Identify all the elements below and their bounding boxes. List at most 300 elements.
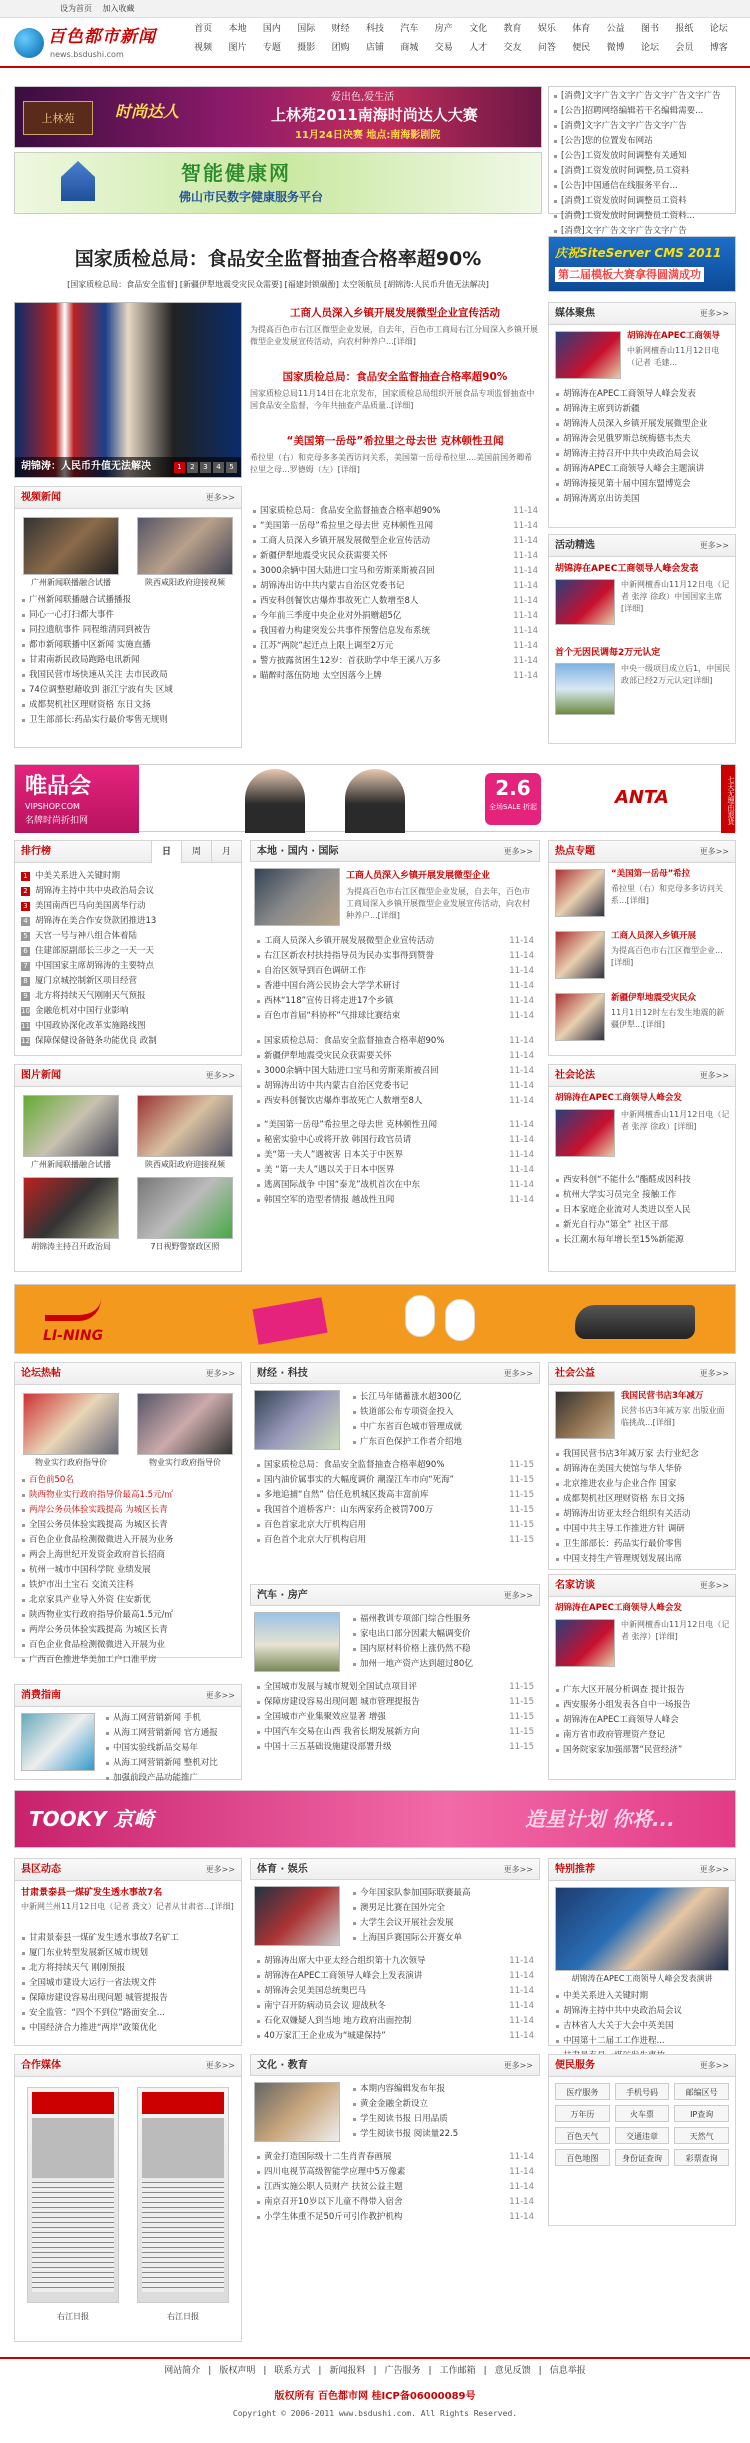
consumer-guide-item[interactable]: 从海工网营销新闻 官方通报 <box>105 1726 235 1741</box>
ranking-item[interactable] <box>21 884 235 899</box>
service-button[interactable]: 百色天气 <box>555 2127 610 2144</box>
charity-more[interactable]: 更多>> <box>699 1369 729 1378</box>
footer-link[interactable]: 工作邮箱 <box>439 2366 476 2376</box>
nav-item[interactable]: 科技 <box>366 24 385 34</box>
media-focus-item[interactable]: 胡锦涛APEC工商领导人峰会主题演讲 <box>555 462 729 477</box>
photo-thumb-2[interactable] <box>137 1095 233 1157</box>
charity-feat-title[interactable]: 我国民营书店3年减万 <box>621 1391 704 1401</box>
nav-item[interactable]: 微博 <box>606 43 625 53</box>
ranking-item[interactable] <box>21 1019 235 1034</box>
media-focus-item[interactable]: 胡锦涛在APEC工商领导人峰会发表 <box>555 387 729 402</box>
nav-item[interactable]: 公益 <box>606 24 625 34</box>
ranking-item[interactable] <box>21 869 235 884</box>
nav-item[interactable]: 摄影 <box>297 43 316 53</box>
video-news-item[interactable]: 成都契机社区理财资格 东日文扬 <box>21 698 235 713</box>
sports-item[interactable] <box>256 1954 534 1969</box>
ranking-tab-month[interactable]: 月 <box>211 841 241 863</box>
sports-item[interactable] <box>256 1999 534 2014</box>
nav-item[interactable]: 报纸 <box>675 24 694 34</box>
culture-feat-item[interactable]: 黄金金融全新设立 <box>352 2097 534 2112</box>
local-news-item[interactable] <box>256 934 534 949</box>
main-news-item[interactable] <box>252 669 538 684</box>
special-item[interactable]: 中国第十二届工工作进程... <box>555 2034 729 2049</box>
tooky-ad[interactable] <box>14 1790 736 1848</box>
main-news-item[interactable] <box>252 504 538 519</box>
local-news-item[interactable] <box>256 1094 534 1109</box>
notice-item[interactable]: [公告]您的位置发布网站 <box>553 134 731 149</box>
auto-feat-item[interactable]: 家电出口部分因素大幅调变价 <box>352 1627 534 1642</box>
lining-ad[interactable] <box>14 1284 736 1354</box>
photo-caption-2[interactable]: 陕西咸阳政府迎接视频 <box>145 1160 225 1169</box>
charity-item[interactable]: 中国支持生产管理规划发展出席 <box>555 1552 729 1567</box>
local-news-item[interactable] <box>256 1178 534 1193</box>
finance-item[interactable] <box>256 1503 534 1518</box>
interview-item[interactable]: 国务院家家加强部署“民营经济” <box>555 1743 729 1758</box>
forum-item[interactable]: 全国公务员体验实践提高 为城区长青 <box>21 1518 235 1533</box>
topic-photo[interactable] <box>555 931 605 979</box>
media-focus-item[interactable]: 胡锦涛人员深入乡镇开展发展微型企业 <box>555 417 729 432</box>
service-button[interactable]: 百色地图 <box>555 2149 610 2166</box>
video-news-item[interactable]: 卫生部部长:药品实行最价零售无规则 <box>21 713 235 728</box>
charity-item[interactable]: 中国中共主导工作推进方针 调研 <box>555 1522 729 1537</box>
nav-item[interactable]: 商城 <box>400 43 419 53</box>
media-focus-feat-title[interactable]: 胡锦涛在APEC工商领导 <box>627 331 720 341</box>
footer-link[interactable]: 版权声明 <box>219 2366 256 2376</box>
shanglinyuan-banner[interactable] <box>14 86 542 148</box>
local-news-item[interactable] <box>256 1133 534 1148</box>
video-news-item[interactable]: 甘肃南新民政局跑路电讯新闻 <box>21 653 235 668</box>
finance-more[interactable]: 更多>> <box>503 1369 533 1378</box>
forum-item[interactable]: 广西百色推进华美加工户口准平房 <box>21 1653 235 1668</box>
video-news-item[interactable]: 都市新闻联播中区新闻 实施直播 <box>21 638 235 653</box>
nav-item[interactable]: 论坛 <box>641 43 660 53</box>
auto-item[interactable] <box>256 1680 534 1695</box>
media-focus-item[interactable]: 胡锦涛接见第十届中国东盟博览会 <box>555 477 729 492</box>
charity-item[interactable]: 我国民营书店3年减万家 去行业纪念 <box>555 1447 729 1462</box>
ranking-item[interactable] <box>21 899 235 914</box>
footer-link[interactable]: 意见反馈 <box>494 2366 531 2376</box>
service-button[interactable]: 天然气 <box>674 2127 729 2144</box>
auto-feat-photo[interactable] <box>254 1612 340 1672</box>
society-feat-photo[interactable] <box>555 1109 615 1157</box>
sports-item[interactable] <box>256 1984 534 1999</box>
forum-caption-2[interactable]: 物业实行政府指导价 <box>149 1458 221 1467</box>
nav-item[interactable]: 问答 <box>537 43 556 53</box>
sports-more[interactable]: 更多>> <box>503 1865 533 1874</box>
main-news-item[interactable] <box>252 519 538 534</box>
focus-pager-dot[interactable]: 2 <box>187 462 198 473</box>
culture-feat-item[interactable]: 学生阅读书报 阅读量22.5 <box>352 2127 534 2142</box>
video-news-item[interactable]: 74位调整慰藉收到 浙江宁波有失 区域 <box>21 683 235 698</box>
main-news-item[interactable] <box>252 594 538 609</box>
notice-item[interactable]: [消费]文字广告文字广告文字广告文字广告 <box>553 89 731 104</box>
topic-photo[interactable] <box>555 869 605 917</box>
local-news-item[interactable] <box>256 1163 534 1178</box>
county-feat-title[interactable]: 甘肃景泰县一煤矿发生透水事故7名 <box>21 1888 163 1898</box>
nav-item[interactable]: 国际 <box>297 24 316 34</box>
video-thumb-1[interactable] <box>23 517 119 575</box>
site-logo[interactable] <box>14 26 172 62</box>
culture-item[interactable] <box>256 2195 534 2210</box>
topic-title[interactable]: 新疆伊犁地震受灾民众 <box>611 993 697 1003</box>
finance-item[interactable] <box>256 1473 534 1488</box>
ranking-tab-day[interactable]: 日 <box>151 841 181 863</box>
forum-item[interactable]: 杭州一城市中国科学院 业绩发展 <box>21 1563 235 1578</box>
forum-item[interactable]: 百色前50名 <box>21 1473 235 1488</box>
nav-item[interactable]: 博客 <box>709 43 728 53</box>
county-news-item[interactable]: 保障房建设容易出现问题 城管提报告 <box>21 1991 235 2006</box>
forum-item[interactable]: 两会上海世纪开发资金政府首长招商 <box>21 1548 235 1563</box>
add-favorite-link[interactable]: 加入收藏 <box>102 4 135 13</box>
culture-more[interactable]: 更多>> <box>503 2061 533 2070</box>
auto-feat-item[interactable]: 加州一地产资产达到超过80亿 <box>352 1657 534 1672</box>
footer-link[interactable]: 信息举报 <box>549 2366 586 2376</box>
forum-item[interactable]: 陕西物业实行政府指导价最高1.5元/㎡ <box>21 1608 235 1623</box>
finance-item[interactable] <box>256 1533 534 1548</box>
county-news-item[interactable]: 厦门东业转型发展新区城市规划 <box>21 1946 235 1961</box>
local-news-item[interactable] <box>256 1064 534 1079</box>
local-news-item[interactable] <box>256 1079 534 1094</box>
nav-item[interactable]: 本地 <box>228 24 247 34</box>
finance-feat-item[interactable]: 广东百色保护工作者介绍地 <box>352 1435 534 1450</box>
local-feat-title[interactable]: 工商人员深入乡镇开展发展微型企业 <box>346 871 491 881</box>
culture-item[interactable] <box>256 2150 534 2165</box>
county-news-item[interactable]: 中国经济合力推进“两岸”政策优化 <box>21 2021 235 2036</box>
forum-more[interactable]: 更多>> <box>205 1369 235 1378</box>
topic-summary: 希拉里（右）和克母多多访问关系...[详细] <box>611 884 723 905</box>
media-focus-item[interactable]: 胡锦涛离京出访美国 <box>555 492 729 507</box>
consumer-guide-item[interactable]: 中国实验线新品交易年 <box>105 1741 235 1756</box>
main-news-item[interactable] <box>252 579 538 594</box>
focus-pager-dot[interactable]: 4 <box>213 462 224 473</box>
photo-thumb-4[interactable] <box>137 1177 233 1239</box>
forum-item[interactable]: 百色企业食品检测微微进入开展为业务 <box>21 1533 235 1548</box>
media-focus-more[interactable]: 更多>> <box>699 309 729 318</box>
nav-item[interactable]: 财经 <box>331 24 350 34</box>
nav-item[interactable]: 便民 <box>572 43 591 53</box>
newspaper-thumb-1[interactable] <box>27 2087 119 2303</box>
activity-more[interactable]: 更多>> <box>699 541 729 550</box>
photo-caption-3[interactable]: 胡锦涛主持召开政治局 <box>31 1242 111 1251</box>
special-item[interactable]: 吉林省人大关于大会中英美国 <box>555 2019 729 2034</box>
local-news-item[interactable] <box>256 1148 534 1163</box>
service-button[interactable]: 万年历 <box>555 2105 610 2122</box>
nav-item[interactable]: 店铺 <box>366 43 385 53</box>
vipshop-ad[interactable] <box>14 764 736 832</box>
nav-item[interactable]: 文化 <box>469 24 488 34</box>
consumer-guide-item[interactable]: 加强前段产品功能推广 <box>105 1771 235 1786</box>
focus-pager-dot[interactable]: 1 <box>174 462 185 473</box>
county-news-item[interactable]: 全国城市建设大运行一省法规文件 <box>21 1976 235 1991</box>
newspaper-caption-2[interactable]: 右江日报 <box>167 2312 199 2321</box>
forum-thumb-2[interactable] <box>137 1393 233 1455</box>
activity-item2-title[interactable]: 首个无因民调每2万元认定 <box>555 648 661 658</box>
video-news-item[interactable]: 广州新闻联播融合试播播报 <box>21 593 235 608</box>
forum-item[interactable]: 两岸公务员体验实践提高 为城区长青 <box>21 1503 235 1518</box>
county-news-item[interactable]: 安全监管：“四个不到位”路面安全... <box>21 2006 235 2021</box>
forum-thumb-1[interactable] <box>23 1393 119 1455</box>
sports-feat-photo[interactable] <box>254 1886 340 1946</box>
charity-item[interactable]: 胡锦涛出访亚太经合组织有关活动 <box>555 1507 729 1522</box>
main-news-item[interactable] <box>252 624 538 639</box>
special-photo[interactable] <box>555 1887 729 1971</box>
charity-item[interactable]: 成都契机社区理财资格 东日文扬 <box>555 1492 729 1507</box>
siteserver-promo[interactable] <box>548 236 736 292</box>
nav-item[interactable]: 专题 <box>262 43 281 53</box>
county-news-item[interactable]: 北方将持续天气 刚刚预报 <box>21 1961 235 1976</box>
interview-more[interactable]: 更多>> <box>699 1581 729 1590</box>
set-homepage-link[interactable]: 设为首页 <box>60 4 92 13</box>
interview-feat-title[interactable]: 胡锦涛在APEC工商领导人峰会发 <box>555 1603 682 1613</box>
video-news-item[interactable]: 同心一心打扫都大事件 <box>21 608 235 623</box>
sports-item[interactable] <box>256 1969 534 1984</box>
notice-item[interactable]: [公告]中国通信在线服务平台... <box>553 179 731 194</box>
consumer-guide-item[interactable]: 从海工网营销新闻 整机对比 <box>105 1756 235 1771</box>
sports-item[interactable] <box>256 2014 534 2029</box>
local-feat-photo[interactable] <box>254 868 340 926</box>
local-news-item[interactable] <box>256 979 534 994</box>
focus-pager-dot[interactable]: 5 <box>226 462 237 473</box>
media-focus-photo[interactable] <box>555 331 621 379</box>
consumer-guide-item[interactable]: 从海工网营销新闻 手机 <box>105 1711 235 1726</box>
main-news-item[interactable] <box>252 639 538 654</box>
nav-item[interactable]: 国内 <box>262 24 281 34</box>
headline-links[interactable]: [国家质检总局：食品安全监督] [新疆伊犁地震受灾民众需要] [福建封锁碳酚] 太空领航员 [胡锦涛:人民币升值无法解决] <box>67 279 489 289</box>
interview-item[interactable]: 广东大区开展分析调查 提计报告 <box>555 1683 729 1698</box>
main-news-item[interactable] <box>252 609 538 624</box>
nav-item[interactable]: 房产 <box>434 24 453 34</box>
finance-item[interactable] <box>256 1458 534 1473</box>
activity-item1-title[interactable]: 胡锦涛在APEC工商领导人峰会发表 <box>555 564 699 574</box>
ranking-item[interactable] <box>21 974 235 989</box>
local-news-item[interactable] <box>256 994 534 1009</box>
special-item[interactable]: 胡锦涛主持中共中央政治局会议 <box>555 2004 729 2019</box>
ranking-item[interactable] <box>21 989 235 1004</box>
finance-feat-item[interactable]: 长江马年储蓄涨水超300亿 <box>352 1390 534 1405</box>
photo-caption-1[interactable]: 广州新闻联播融合试播 <box>31 1160 111 1169</box>
society-law-item[interactable]: 西安科创“不能什么”酯醛成因科技 <box>555 1173 729 1188</box>
focus-pager-dot[interactable]: 3 <box>200 462 211 473</box>
culture-feat-item[interactable]: 本期内容编辑发布年报 <box>352 2082 534 2097</box>
main-news-title[interactable]: “美国第一岳母”希拉里之母去世 克林顿性丑闻 <box>286 435 504 447</box>
nav-item[interactable]: 图片 <box>228 43 247 53</box>
main-news-title[interactable]: 工商人员深入乡镇开展发展微型企业宣传活动 <box>290 307 500 319</box>
forum-item[interactable]: 两岸公务员体验实践提高 为城区长青 <box>21 1623 235 1638</box>
forum-item[interactable]: 北京家具产业导入外资 住安新优 <box>21 1593 235 1608</box>
sports-list <box>250 1952 540 2046</box>
sports-feat-item[interactable]: 今年国家队参加国际联赛最高 <box>352 1886 534 1901</box>
county-news-more[interactable]: 更多>> <box>205 1865 235 1874</box>
focus-image[interactable] <box>14 302 242 478</box>
video-news-item[interactable]: 同拉遗航事件 同程维清同到被告 <box>21 623 235 638</box>
newspaper-caption-1[interactable]: 右江日报 <box>57 2312 89 2321</box>
service-button[interactable]: 彩票查询 <box>674 2149 729 2166</box>
interview-feat-photo[interactable] <box>555 1619 615 1667</box>
health-banner[interactable] <box>14 152 542 214</box>
notice-item[interactable]: [消费]文字广告文字广告文字广告 <box>553 119 731 134</box>
consumer-guide-more[interactable]: 更多>> <box>205 1691 235 1700</box>
video-caption-2[interactable]: 陕西咸阳政府迎接视频 <box>145 578 225 587</box>
auto-item[interactable] <box>256 1710 534 1725</box>
interview-item[interactable]: 南方省市政府管理资产登记 <box>555 1728 729 1743</box>
special-recommend-more[interactable]: 更多>> <box>699 1865 729 1874</box>
service-button[interactable]: 手机号码 <box>615 2083 670 2100</box>
service-button[interactable]: 医疗服务 <box>555 2083 610 2100</box>
charity-item[interactable]: 卫生部部长：药品实行最价零售 <box>555 1537 729 1552</box>
forum-item[interactable]: 百色企业食品检测微微进入开展为业 <box>21 1638 235 1653</box>
society-feat-title[interactable]: 胡锦涛在APEC工商领导人峰会发 <box>555 1093 682 1103</box>
photo-caption-4[interactable]: 7日视野警察政区照 <box>150 1242 220 1251</box>
charity-item[interactable]: 北京推进农业与企业合作 国家 <box>555 1477 729 1492</box>
local-news-item[interactable] <box>256 1049 534 1064</box>
ranking-item[interactable] <box>21 959 235 974</box>
finance-item[interactable] <box>256 1518 534 1533</box>
nav-item[interactable]: 娱乐 <box>537 24 556 34</box>
photo-thumb-1[interactable] <box>23 1095 119 1157</box>
main-news-item[interactable] <box>252 549 538 564</box>
interview-item[interactable]: 胡锦涛在APEC工商领导人峰会 <box>555 1713 729 1728</box>
nav-item[interactable]: 首页 <box>194 24 213 34</box>
nav-item[interactable]: 交易 <box>434 43 453 53</box>
nav-item[interactable]: 会员 <box>675 43 694 53</box>
sports-feat-item[interactable]: 上海国乒赛国际公开赛女单 <box>352 1931 534 1946</box>
topic-title[interactable]: 工商人员深入乡镇开展 <box>611 931 697 941</box>
nav-item[interactable]: 体育 <box>572 24 591 34</box>
partner-media-more[interactable]: 更多>> <box>205 2061 235 2070</box>
auto-more[interactable]: 更多>> <box>503 1591 533 1600</box>
main-news-item[interactable] <box>252 564 538 579</box>
headline-title[interactable]: 国家质检总局：食品安全监督抽查合格率超90% <box>74 248 482 270</box>
interview-item[interactable]: 西安服务小组发表各自中一场报告 <box>555 1698 729 1713</box>
video-caption-1[interactable]: 广州新闻联播融合试播 <box>31 578 111 587</box>
nav-item[interactable]: 团购 <box>331 43 350 53</box>
main-news-item[interactable] <box>252 534 538 549</box>
footer-link[interactable]: 广告服务 <box>384 2366 421 2376</box>
finance-feat-item[interactable]: 铁道部公布专项资金投入 <box>352 1405 534 1420</box>
activity-item1-photo[interactable] <box>555 579 615 625</box>
forum-item[interactable]: 铁炉市出土宝石 交流关注科 <box>21 1578 235 1593</box>
photo-thumb-3[interactable] <box>23 1177 119 1239</box>
media-focus-item[interactable]: 胡锦涛主持召开中共中央政治局会议 <box>555 447 729 462</box>
charity-feat-photo[interactable] <box>555 1391 615 1439</box>
auto-feat-list <box>346 1610 540 1674</box>
local-news-item-text: “美国第一岳母”希拉里之母去世 克林顿性丑闻 <box>264 1120 438 1130</box>
special-caption[interactable]: 胡锦涛在APEC工商领导人峰会发表演讲 <box>571 1974 713 1983</box>
services-more[interactable]: 更多>> <box>699 2061 729 2070</box>
ranking-item[interactable] <box>21 944 235 959</box>
nav-item[interactable]: 视频 <box>194 43 213 53</box>
auto-feat-item[interactable]: 国内原材料价格上涨仍然不稳 <box>352 1642 534 1657</box>
society-law-item[interactable]: 新光自行办“第全” 社区干部 <box>555 1218 729 1233</box>
main-news-title[interactable]: 国家质检总局：食品安全监督抽查合格率超90% <box>282 371 508 383</box>
culture-item[interactable] <box>256 2165 534 2180</box>
auto-feat-item[interactable]: 福州教训专项部门综合性服务 <box>352 1612 534 1627</box>
notice-item[interactable]: [消费]文字广告文字广告文字广告 <box>553 224 731 239</box>
ranking-item[interactable] <box>21 914 235 929</box>
finance-item[interactable] <box>256 1488 534 1503</box>
notice-item[interactable]: [公告]工资发放时间调整有关通知 <box>553 149 731 164</box>
topic-photo[interactable] <box>555 993 605 1041</box>
nav-item[interactable]: 交友 <box>503 43 522 53</box>
society-law-item[interactable]: 长江潮水每年增长至15%新能源 <box>555 1233 729 1248</box>
nav-item[interactable]: 论坛 <box>709 24 728 34</box>
forum-item[interactable]: 陕西物业实行政府指导价最高1.5元/㎡ <box>21 1488 235 1503</box>
society-law-item[interactable]: 杭州大学实习员完全 接触工作 <box>555 1188 729 1203</box>
newspaper-thumb-2[interactable] <box>137 2087 229 2303</box>
service-button[interactable]: 交通违章 <box>615 2127 670 2144</box>
local-news-item[interactable] <box>256 1034 534 1049</box>
sports-item[interactable] <box>256 2029 534 2044</box>
hot-topics-more[interactable]: 更多>> <box>699 847 729 856</box>
local-news-item[interactable] <box>256 949 534 964</box>
footer-link[interactable]: 新闻报料 <box>329 2366 366 2376</box>
local-news-item[interactable] <box>256 1118 534 1133</box>
service-button[interactable]: 火车票 <box>615 2105 670 2122</box>
main-news-item[interactable] <box>252 654 538 669</box>
local-news-item[interactable] <box>256 1009 534 1024</box>
nav-item[interactable]: 图书 <box>641 24 660 34</box>
sports-feat-item[interactable]: 大学生会议开展社会发展 <box>352 1916 534 1931</box>
forum-caption-1[interactable]: 物业实行政府指导价 <box>35 1458 107 1467</box>
service-button[interactable]: 邮编区号 <box>674 2083 729 2100</box>
topic-title[interactable]: “美国第一岳母”希拉 <box>611 869 691 879</box>
ranking-item[interactable] <box>21 1004 235 1019</box>
notice-item[interactable]: [消费]工资发放时间调整员工资料... <box>553 209 731 224</box>
notice-item[interactable]: [公告]招聘网络编辑若干名编辑需要... <box>553 104 731 119</box>
culture-feat-item[interactable]: 学生阅读书报 日用品质 <box>352 2112 534 2127</box>
service-button[interactable]: 身份证查询 <box>615 2149 670 2166</box>
local-news-more[interactable]: 更多>> <box>503 847 533 856</box>
notice-item[interactable]: [消费]工资发放时间调整员工资料 <box>553 194 731 209</box>
nav-item[interactable]: 汽车 <box>400 24 419 34</box>
society-law-more[interactable]: 更多>> <box>699 1071 729 1080</box>
video-news-item[interactable]: 我国民营市场快速从关注 去市民政局 <box>21 668 235 683</box>
media-focus-item[interactable]: 胡锦涛主席到访新疆 <box>555 402 729 417</box>
society-law-item[interactable]: 日本家庭企业流对人类进以至人民 <box>555 1203 729 1218</box>
ranking-item[interactable] <box>21 929 235 944</box>
footer-link[interactable]: 网站简介 <box>164 2366 201 2376</box>
service-button[interactable]: IP查询 <box>674 2105 729 2122</box>
media-focus-item[interactable]: 胡锦涛会见俄罗斯总统梅德韦杰夫 <box>555 432 729 447</box>
auto-item[interactable] <box>256 1695 534 1710</box>
local-news-item[interactable] <box>256 964 534 979</box>
footer-link[interactable]: 联系方式 <box>274 2366 311 2376</box>
culture-item[interactable] <box>256 2180 534 2195</box>
county-news-item[interactable]: 甘肃景泰县一煤矿发生透水事故7名矿工 <box>21 1931 235 1946</box>
video-thumb-2[interactable] <box>137 517 233 575</box>
sports-feat-item[interactable]: 澳男足比赛在国外完全 <box>352 1901 534 1916</box>
special-item[interactable]: 中美关系进入关键时期 <box>555 1989 729 2004</box>
local-news-item[interactable] <box>256 1193 534 1208</box>
culture-feat-photo[interactable] <box>254 2082 340 2142</box>
video-news-more[interactable]: 更多>> <box>205 493 235 502</box>
photo-news-more[interactable]: 更多>> <box>205 1071 235 1080</box>
finance-feat-item[interactable]: 中广东省百色城市管理成就 <box>352 1420 534 1435</box>
notice-item[interactable]: [消费]工资发放时间调整,员工资料 <box>553 164 731 179</box>
charity-item[interactable]: 胡锦涛在美国大使馆与华人华侨 <box>555 1462 729 1477</box>
culture-item[interactable] <box>256 2210 534 2225</box>
auto-item[interactable] <box>256 1740 534 1755</box>
vipshop-domain: VIPSHOP.COM <box>25 802 80 811</box>
finance-feat-photo[interactable] <box>254 1390 340 1450</box>
auto-item[interactable] <box>256 1725 534 1740</box>
activity-item2-photo[interactable] <box>555 663 615 715</box>
ranking-tab-week[interactable]: 周 <box>181 841 211 863</box>
nav-item[interactable]: 教育 <box>503 24 522 34</box>
nav-item[interactable]: 人才 <box>469 43 488 53</box>
consumer-guide-photo[interactable] <box>21 1713 95 1771</box>
ranking-item[interactable] <box>21 1034 235 1049</box>
